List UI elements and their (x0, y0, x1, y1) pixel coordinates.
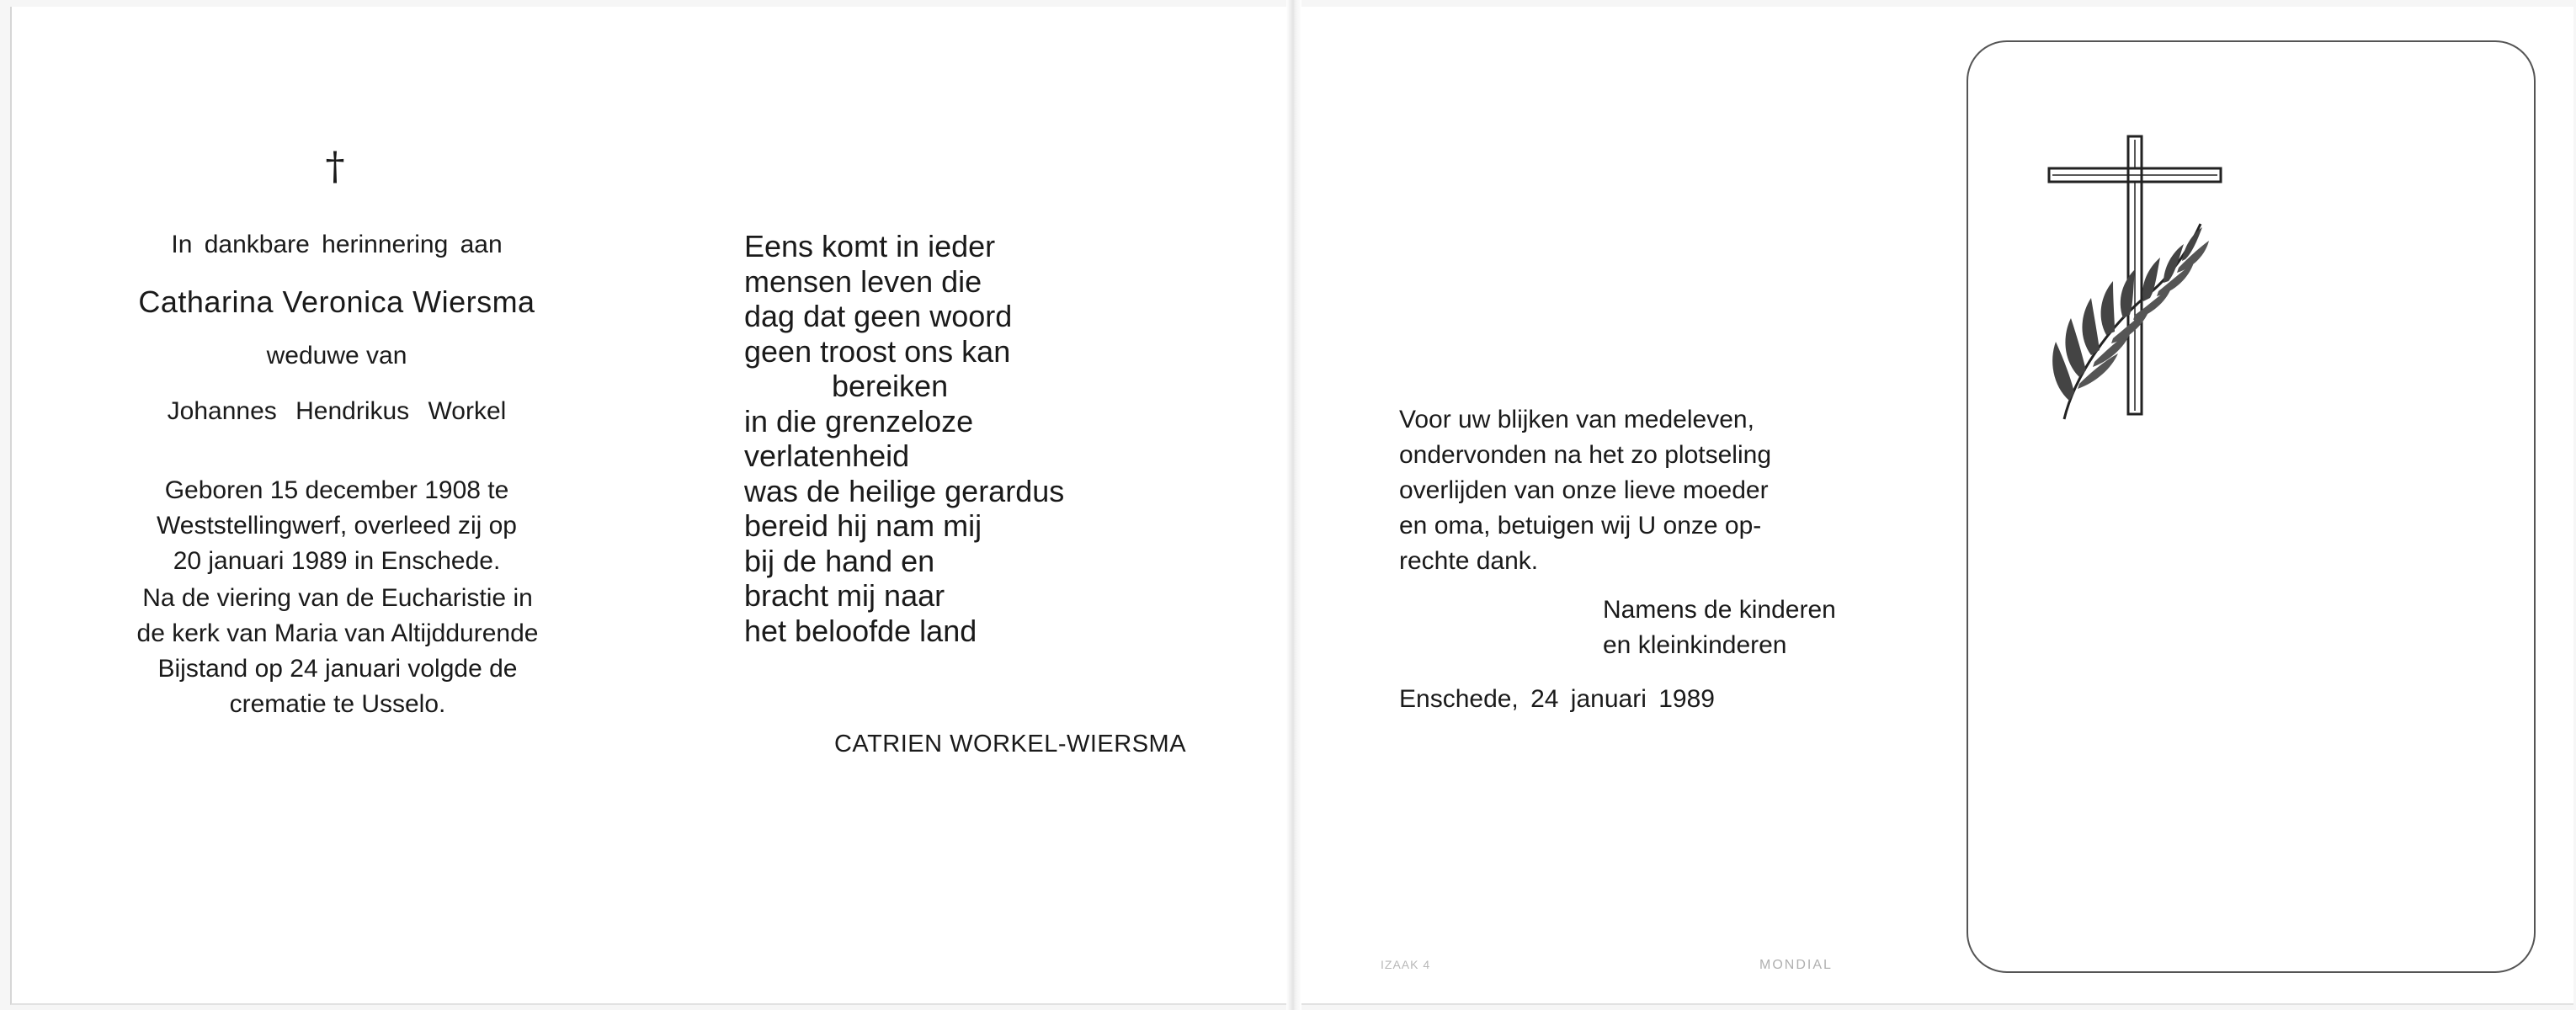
poem-line: bracht mij naar (744, 578, 945, 613)
poem-line: geen troost ons kan (744, 333, 1011, 369)
signature-line: en kleinkinderen (1603, 631, 1787, 659)
ceremony-line: Na de viering van de Eucharistie in (142, 584, 533, 612)
birth-line: Weststellingwerf, overleed zij op (157, 512, 517, 540)
thanks-line: en oma, betuigen wij U onze op- (1399, 512, 1762, 540)
deceased-name: Catharina Veronica Wiersma (138, 284, 535, 319)
birth-line: Geboren 15 december 1908 te (164, 476, 509, 504)
thanks-line: ondervonden na het zo plotseling (1399, 441, 1772, 469)
ceremony-line: Bijstand op 24 januari volgde de (157, 655, 518, 683)
thanks-paragraph (1399, 402, 1904, 579)
ceremony-line: crematie te Usselo. (229, 690, 446, 718)
poem-line: dag dat geen woord (744, 299, 1013, 333)
poem-line: het beloofde land (744, 613, 977, 648)
poem-line: bij de hand en (744, 543, 935, 578)
poem-line: bereid hij nam mij (744, 508, 982, 543)
poem-line: was de heilige gerardus (744, 473, 1065, 508)
card-fold (1286, 0, 1301, 1010)
signature-line: Namens de kinderen (1603, 596, 1836, 624)
widow-of-text: weduwe van (266, 342, 407, 369)
thanks-line: rechte dank. (1399, 547, 1539, 575)
poem-line: in die grenzeloze (744, 403, 974, 439)
poem-line: mensen leven die (744, 263, 982, 299)
printer-mark: IZAAK 4 (1381, 958, 1431, 971)
birth-death-paragraph (93, 473, 581, 579)
publisher-mark: MONDIAL (1759, 958, 1833, 972)
husband-name: Johannes Hendrikus Workel (167, 397, 507, 425)
poem (744, 229, 1216, 648)
ceremony-paragraph (81, 581, 594, 722)
poem-line: bereiken (832, 369, 949, 403)
poem-line: verlatenheid (744, 439, 910, 473)
remembrance-heading: In dankbare herinnering aan (171, 231, 503, 258)
thanks-line: Voor uw blijken van medeleven, (1399, 406, 1754, 433)
ceremony-line: de kerk van Maria van Altijddurende (136, 619, 539, 647)
place-date: Enschede, 24 januari 1989 (1399, 685, 1715, 713)
birth-line: 20 januari 1989 in Enschede. (173, 547, 501, 575)
cross-with-palm-icon (2041, 133, 2234, 428)
cross-symbol: † (325, 143, 345, 189)
poem-line: Eens komt in ieder (744, 229, 996, 263)
thanks-line: overlijden van onze lieve moeder (1399, 476, 1769, 504)
poem-author: CATRIEN WORKEL-WIERSMA (833, 731, 1187, 758)
signature-block (1603, 593, 1940, 663)
